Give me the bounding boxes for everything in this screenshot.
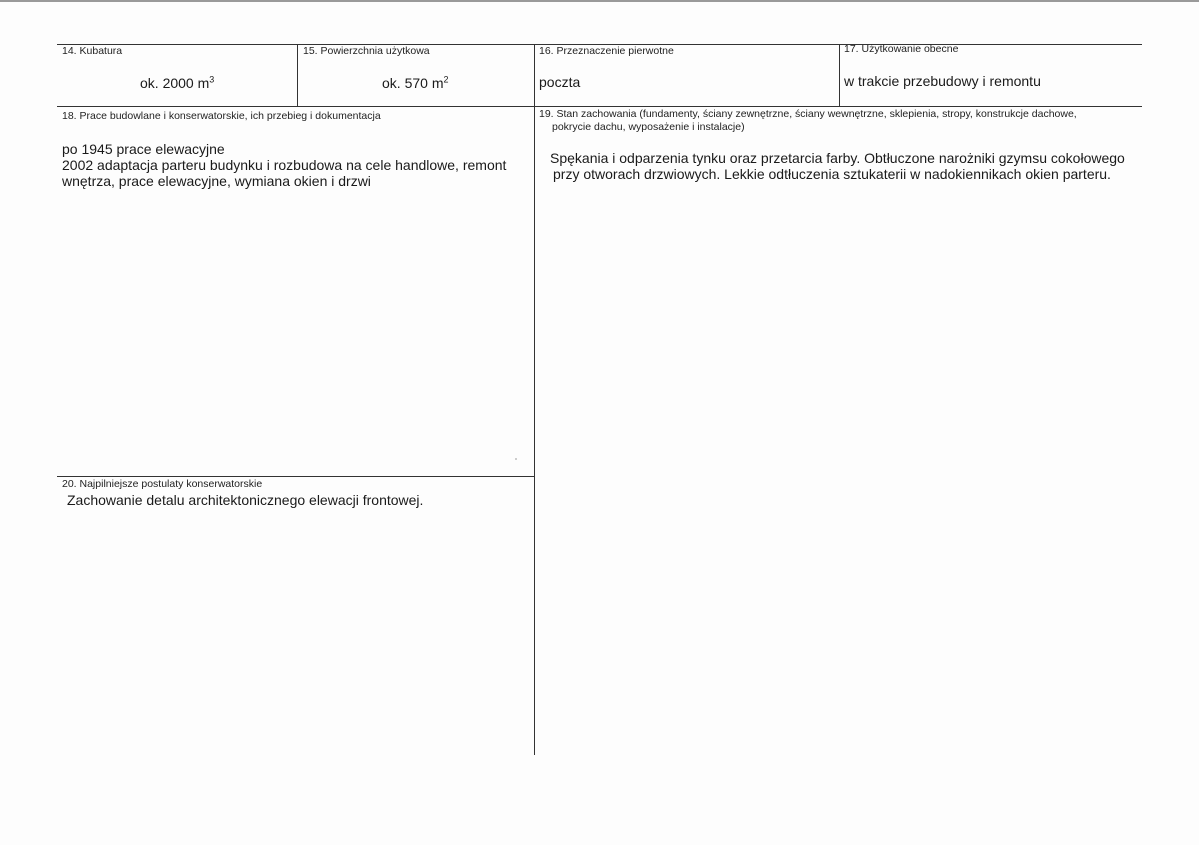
page-top-edge [0, 0, 1199, 2]
divider-14-15 [297, 44, 298, 106]
field18-line: wnętrza, prace elewacyjne, wymiana okien i drzwi [62, 173, 371, 189]
field14-value-text: ok. 2000 m [140, 75, 210, 91]
field15-label: 15. Powierzchnia użytkowa [303, 45, 430, 57]
field16-label: 16. Przeznaczenie pierwotne [539, 45, 674, 57]
field20-value: Zachowanie detalu architektonicznego elewacji frontowej. [67, 492, 424, 508]
field19-label-line: 19. Stan zachowania (fundamenty, ściany zewnętrzne, ściany wewnętrzne, sklepienia, stropy, konstrukcje dachowe, [539, 108, 1077, 120]
field14-unit-exponent: 3 [209, 74, 215, 85]
field16-value: poczta [539, 74, 581, 90]
field15-unit-exponent: 2 [443, 74, 449, 85]
field14-label: 14. Kubatura [62, 45, 123, 57]
field14-value [140, 75, 214, 91]
field20-label: 20. Najpilniejsze postulaty konserwatorskie [62, 478, 263, 490]
row1-bottom-border [57, 106, 1142, 107]
field18-text [62, 141, 527, 189]
divider-16-17 [839, 44, 840, 106]
field17-value: w trakcie przebudowy i remontu [844, 73, 1041, 89]
divider-center [534, 44, 535, 755]
field18-line: po 1945 prace elewacyjne [62, 141, 225, 157]
field19-text [550, 150, 1140, 182]
field19-label-line: pokrycie dachu, wyposażenie i instalacje) [552, 121, 745, 133]
field19-label [539, 108, 1139, 134]
field15-value-text: ok. 570 m [382, 75, 444, 91]
field18-line: 2002 adaptacja parteru budynku i rozbudowa na cele handlowe, remont [62, 157, 507, 173]
field15-value [382, 75, 449, 91]
inventory-form [57, 40, 1142, 755]
field19-line: przy otworach drzwiowych. Lekkie odtłuczenia sztukaterii w nadokiennikach okien parteru. [553, 166, 1111, 182]
field18-label: 18. Prace budowlane i konserwatorskie, ich przebieg i dokumentacja [62, 110, 381, 122]
field20-top-border [57, 476, 534, 477]
field19-line: Spękania i odparzenia tynku oraz przetarcia farby. Obtłuczone narożniki gzymsu cokołowego [550, 150, 1125, 166]
scan-speck [515, 458, 517, 460]
field17-label: 17. Użytkowanie obecne [844, 43, 959, 55]
